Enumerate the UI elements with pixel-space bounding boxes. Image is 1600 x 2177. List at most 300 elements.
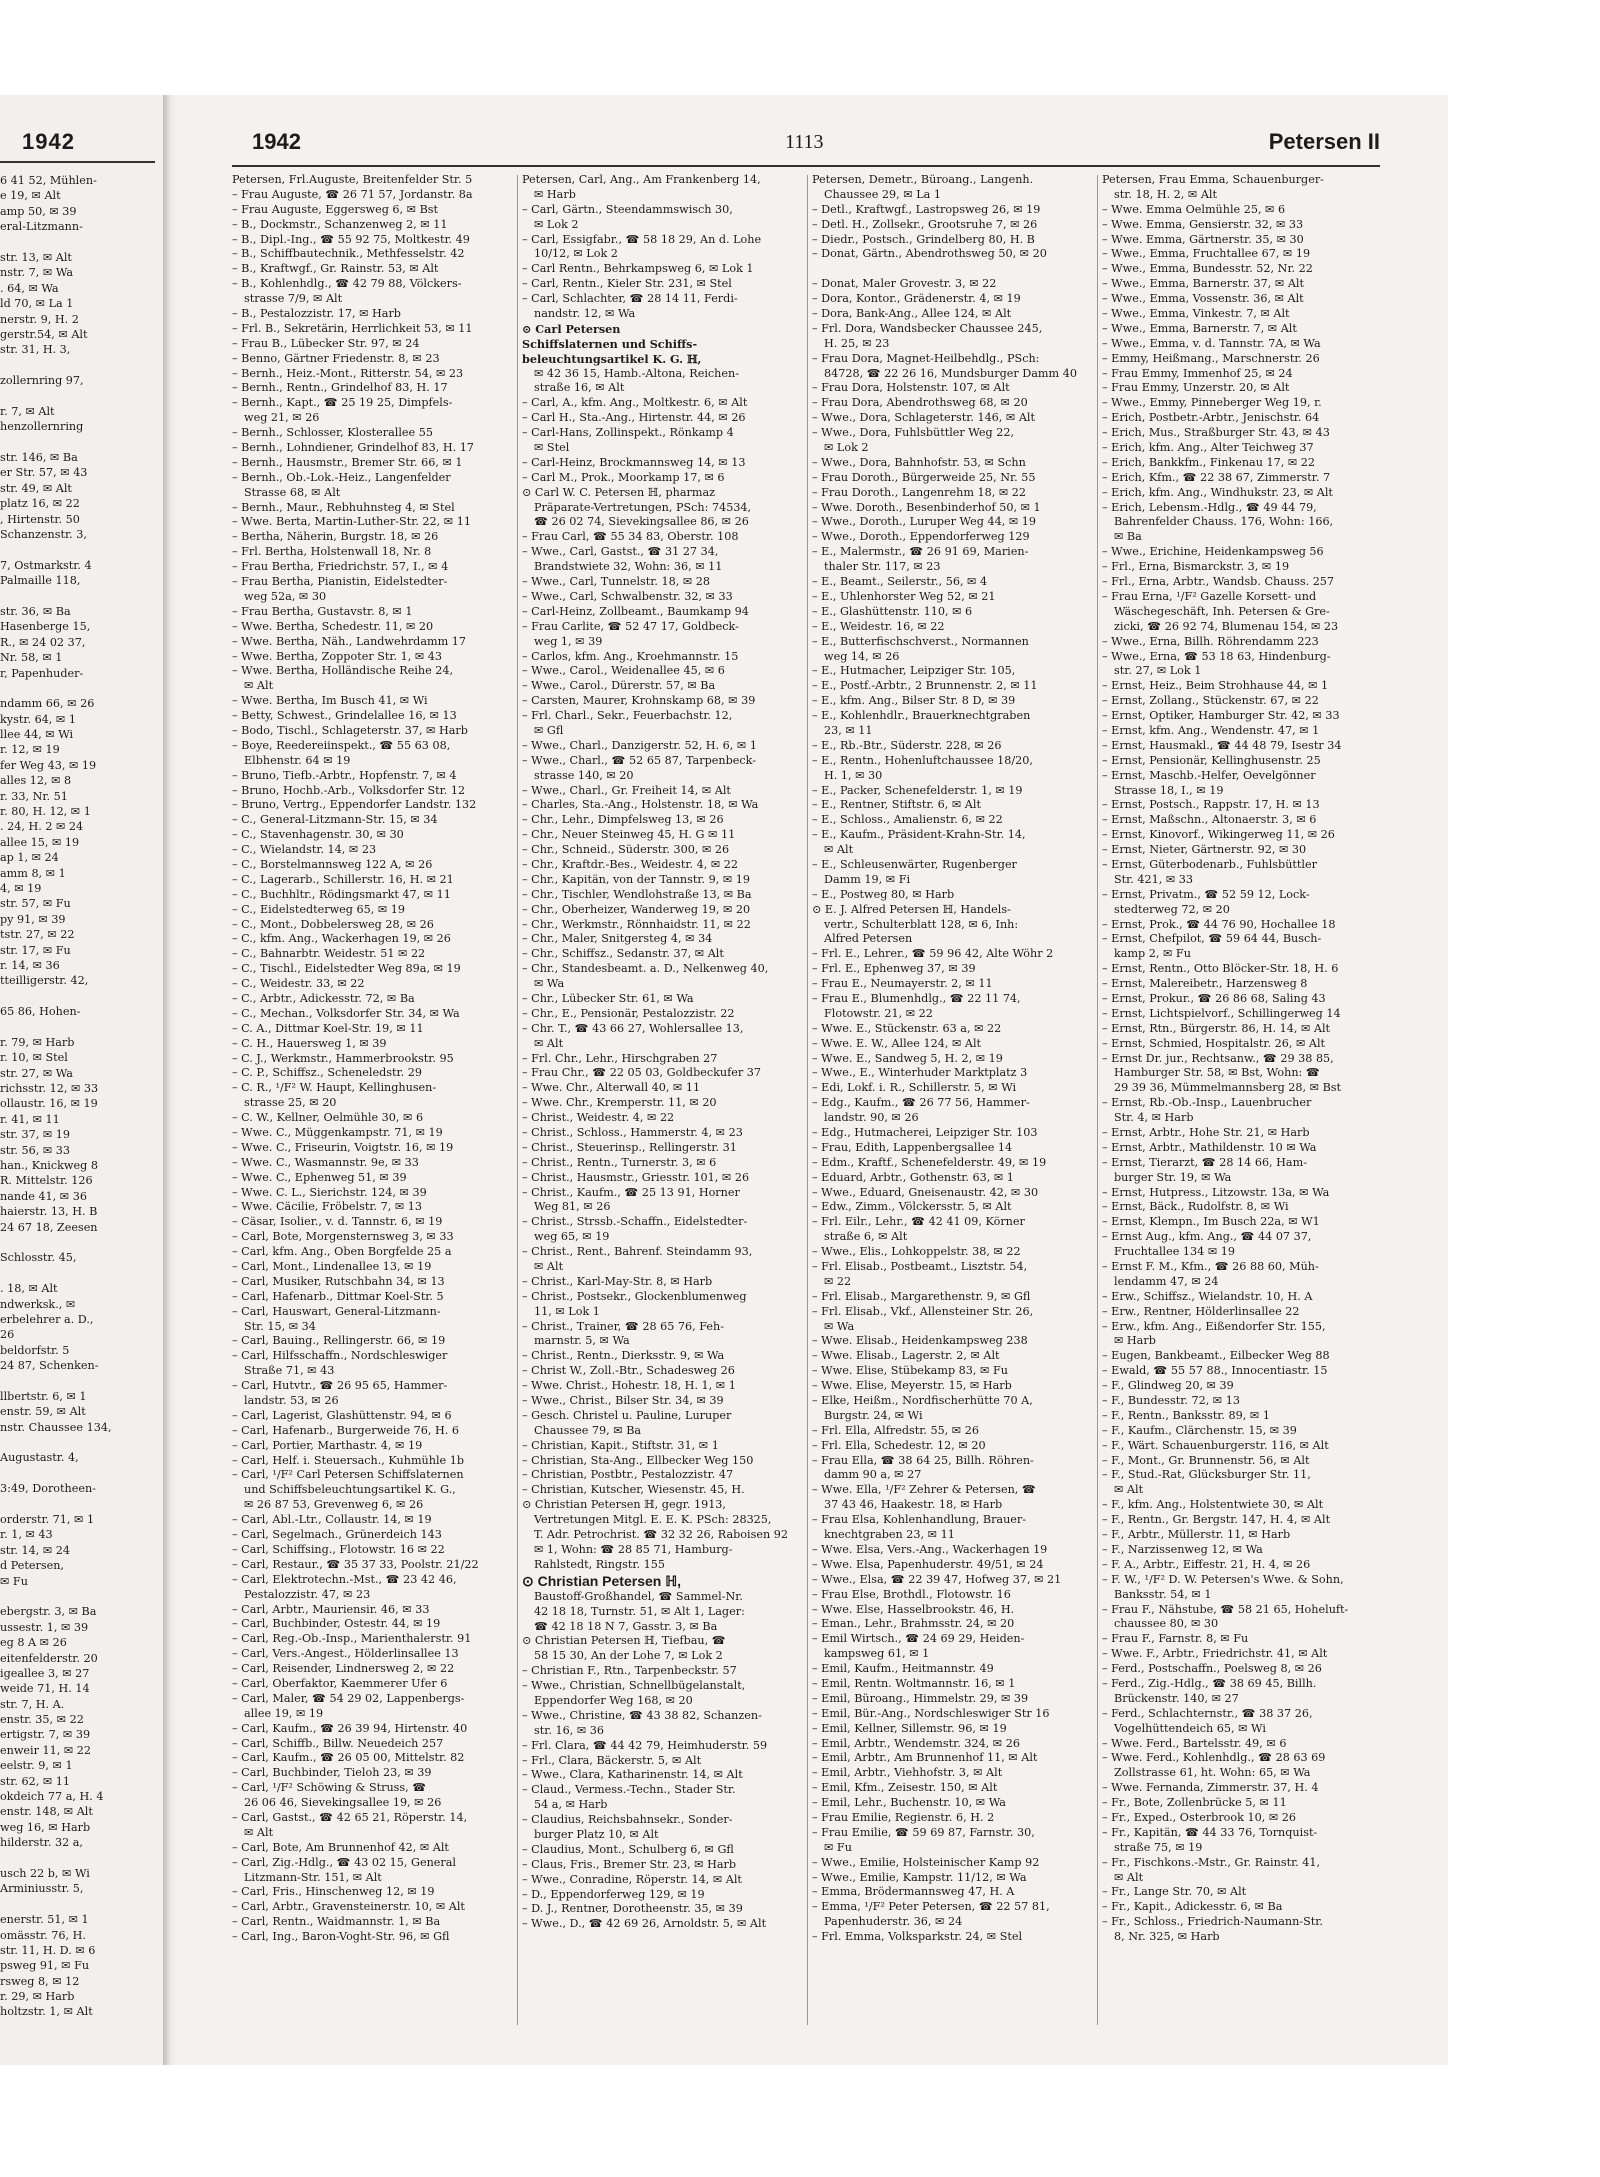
directory-entry-line: Weg 81, ✉ 26 [534,1200,611,1214]
directory-entry-line: – Wwe. Ella, ¹/F² Zehrer & Petersen, ☎ [812,1483,1036,1497]
directory-entry-line: – Wwe. Else, Hasselbrookstr. 46, H. [812,1602,1015,1616]
directory-entry-line: – Betty, Schwest., Grindelallee 16, ✉ 13 [232,709,457,723]
directory-entry-line: – Emil, Arbtr., Am Brunnenhof 11, ✉ Alt [812,1751,1038,1765]
directory-entry-line: – Erich, Bankkfm., Finkenau 17, ✉ 22 [1102,455,1315,469]
left-page-line: r. 33, Nr. 51 [0,789,68,803]
directory-entry-line: – F., Arbtr., Müllerstr. 11, ✉ Harb [1102,1528,1291,1542]
directory-entry-line: – E., Rentner, Stiftstr. 6, ✉ Alt [812,798,981,812]
directory-entry-line: ✉ Stel [534,441,570,455]
left-page-line: er Str. 57, ✉ 43 [0,466,88,480]
directory-entry-line: – Ernst, Kinovorf., Wikingerweg 11, ✉ 26 [1102,828,1335,842]
directory-entry-line: Chaussee 79, ✉ Ba [534,1423,642,1437]
directory-entry-line: ✉ Alt [1114,1483,1144,1497]
left-page-line: rsweg 8, ✉ 12 [0,1974,80,1988]
left-page-line: 7, Ostmarkstr. 4 [0,558,92,572]
directory-entry-line: – F. W., ¹/F² D. W. Petersen's Wwe. & Sohn, [1102,1572,1344,1586]
directory-entry-line: – Wwe. Bertha, Schedestr. 11, ✉ 20 [232,619,434,633]
directory-entry-line: – Frau Erna, ¹/F² Gazelle Korsett- und [1102,589,1317,603]
directory-entry-line: – Emil, Arbtr., Wendemstr. 324, ✉ 26 [812,1736,1020,1750]
left-page-line: eitenfelderstr. 20 [0,1651,98,1665]
directory-entry-line: – Ernst, Maschb.-Helfer, Oevelgönner [1102,768,1316,782]
directory-entry-line: – Bodo, Tischl., Schlageterstr. 37, ✉ Harb [232,723,468,737]
directory-entry-line: – Edi, Lokf. i. R., Schillerstr. 5, ✉ Wi [812,1081,1017,1095]
directory-entry-line: – Wwe., Christ., Bilser Str. 34, ✉ 39 [522,1394,724,1408]
directory-entry-line: – Carl-Hans, Zollinspekt., Rönkamp 4 [522,426,734,440]
directory-entry-line: ✉ Lok 2 [534,217,579,231]
left-page-line: str. 146, ✉ Ba [0,451,78,465]
directory-entry-line: – Edg., Hutmacherei, Leipziger Str. 103 [812,1126,1038,1139]
header-year: 1942 [252,129,301,154]
directory-entry-line: – Ferd., Postschaffn., Poelsweg 8, ✉ 26 [1102,1662,1322,1676]
directory-entry-line: – C., Lagerarb., Schillerstr. 16, H. ✉ 21 [232,872,454,886]
directory-entry-line: vertr., Schulterblatt 128, ✉ 6, Inh: [824,917,1019,931]
directory-entry-line: 37 43 46, Haakestr. 18, ✉ Harb [824,1498,1003,1512]
left-page-line: henzollernring [0,420,84,434]
directory-entry-line: – Carl, Schlachter, ☎ 28 14 11, Ferdi- [522,292,738,306]
directory-entry-line: strasse 140, ✉ 20 [534,768,634,782]
left-page-line: r. 79, ✉ Harb [0,1035,75,1049]
directory-entry-line: – Carl, Hafenarb., Burgerweide 76, H. 6 [232,1423,460,1437]
directory-entry-line: ✉ Alt [824,843,854,857]
directory-entry-line: – B., Kohlenhdlg., ☎ 42 79 88, Völckers- [232,277,462,291]
left-page-line: erbelehrer a. D., [0,1312,94,1326]
directory-entry-line: – Frau F., Nähstube, ☎ 58 21 65, Hoheluft- [1102,1602,1349,1616]
left-page-line [0,1235,160,1250]
directory-entry-line: – Erich, kfm. Ang., Alter Teichweg 37 [1102,441,1314,455]
directory-entry-line: – Frau Doroth., Langenrehm 18, ✉ 22 [812,485,1026,499]
directory-entry-line: ☎ 42 18 18 N 7, Gasstr. 3, ✉ Ba [534,1619,718,1633]
directory-entry-line: – Ernst, Zollang., Stückenstr. 67, ✉ 22 [1102,694,1319,708]
directory-entry-line: – C., General-Litzmann-Str. 15, ✉ 34 [232,813,438,827]
directory-entry-line: – Claudius, Reichsbahnsekr., Sonder- [522,1813,733,1827]
directory-entry-line: – Wwe., Charl., Danzigerstr. 52, H. 6, ✉ 1 [522,738,757,752]
directory-entry-line: – Christ., Trainer, ☎ 28 65 76, Feh- [522,1319,725,1333]
directory-entry-line: – Christ., Rent., Bahrenf. Steindamm 93, [522,1245,753,1259]
directory-entry-line: – Wwe. E., Stückenstr. 63 a, ✉ 22 [812,1021,1002,1035]
directory-entry-line: – E., Malermstr., ☎ 26 91 69, Marien- [812,545,1029,559]
directory-entry-line: – Bernh., Hausmstr., Bremer Str. 66, ✉ 1 [232,455,463,469]
directory-entry-line: – Frl. Clara, ☎ 44 42 79, Heimhuderstr. 59 [522,1738,768,1752]
left-page-line: eelstr. 9, ✉ 1 [0,1759,73,1773]
directory-entry-line: – Wwe., Emma, Barnerstr. 37, ✉ Alt [1102,277,1304,291]
directory-entry-line: – Wwe. Elise, Stübekamp 83, ✉ Fu [812,1364,1008,1378]
directory-entry-line: Petersen, Frau Emma, Schauenburger- [1102,173,1324,186]
directory-entry-line: – Wwe. Emma, Gärtnerstr. 35, ✉ 30 [1102,232,1304,246]
left-page-line: str. 27, ✉ Wa [0,1066,73,1080]
directory-entry-line: – Gesch. Christel u. Pauline, Luruper [522,1408,732,1422]
directory-entry-line: – Edw., Zimm., Völckersstr. 5, ✉ Alt [812,1200,1012,1214]
directory-entry-line: – Chr., Kapitän, von der Tannstr. 9, ✉ 19 [522,872,750,886]
directory-entry-line: Burgstr. 24, ✉ Wi [824,1408,923,1422]
directory-entry-line: – Frl. Ella, Alfredstr. 55, ✉ 26 [812,1423,979,1437]
directory-entry-line: – Frau Emmy, Unzerstr. 20, ✉ Alt [1102,381,1290,395]
directory-entry-line: – Chr., E., Pensionär, Pestalozzistr. 22 [522,1006,735,1020]
left-page-line: R. Mittelstr. 126 [0,1174,93,1188]
directory-entry-line: – Christian, Sta-Ang., Ellbecker Weg 150 [522,1453,754,1467]
directory-entry-line: – Ernst, Rb.-Ob.-Insp., Lauenbrucher [1102,1096,1312,1110]
directory-entry-line: – Donat, Maler Grovestr. 3, ✉ 22 [812,277,997,291]
directory-entry-line: 26 06 46, Sievekingsallee 19, ✉ 26 [244,1796,442,1810]
directory-entry-line: – Ernst, Prok., ☎ 44 76 90, Hochallee 18 [1102,917,1336,931]
directory-entry-line: – Christian F., Rtn., Tarpenbeckstr. 57 [522,1664,737,1678]
left-page-line: enstr. 148, ✉ Alt [0,1805,93,1819]
directory-entry-line: – Emil Wirtsch., ☎ 24 69 29, Heiden- [812,1632,1025,1646]
left-page-line: llee 44, ✉ Wi [0,728,74,742]
directory-entry-line: – C. A., Dittmar Koel-Str. 19, ✉ 11 [232,1021,424,1035]
directory-entry-line: – B., Pestalozzistr. 17, ✉ Harb [232,307,401,321]
directory-entry-line: Str. 15, ✉ 34 [244,1319,316,1333]
directory-entry-line: – Carsten, Maurer, Krohnskamp 68, ✉ 39 [522,694,756,708]
directory-entry-line: – Wwe. Fernanda, Zimmerstr. 37, H. 4 [1102,1781,1319,1795]
directory-entry-line: – Ernst, Rentn., Otto Blöcker-Str. 18, H. 6 [1102,962,1339,976]
directory-entry-line: – Chr., Lehr., Dimpfelsweg 13, ✉ 26 [522,813,724,827]
directory-entry-line: – Emil, Kfm., Zeisestr. 150, ✉ Alt [812,1781,998,1795]
directory-entry-line: – Wwe., Emma, Vinkestr. 7, ✉ Alt [1102,307,1290,321]
left-page-line: haierstr. 13, H. B [0,1205,98,1219]
scanned-directory-page [0,95,1448,2065]
directory-entry-line: – Wwe. Chr., Alterwall 40, ✉ 11 [522,1081,701,1095]
directory-entry-line: – Emil, Kaufm., Heitmannstr. 49 [812,1662,994,1676]
left-page-line: Hasenberge 15, [0,620,91,634]
directory-entry-line: – Carl H., Sta.-Ang., Hirtenstr. 44, ✉ 26 [522,411,746,425]
directory-entry-line: – Chr., Lübecker Str. 61, ✉ Wa [522,991,694,1005]
directory-entry-line: – Wwe., Christine, ☎ 43 38 82, Schanzen- [522,1708,762,1722]
directory-entry-line: – C., Arbtr., Adickesstr. 72, ✉ Ba [232,991,415,1005]
directory-entry-line: – Carl, Portier, Marthastr. 4, ✉ 19 [232,1438,423,1452]
directory-entry-line: – Frau E., Neumayerstr. 2, ✉ 11 [812,977,993,991]
directory-entry-line: – Frl. E., Lehrer., ☎ 59 96 42, Alte Wöhr 2 [812,947,1054,961]
directory-entry-line: ⊙ Christian Petersen ℍ, [522,1572,682,1589]
directory-entry-line: – Emil, Rentn. Woltmannstr. 16, ✉ 1 [812,1676,1016,1690]
directory-entry-line: Wäschegeschäft, Inh. Petersen & Gre- [1114,604,1330,618]
left-page-line: Augustastr. 4, [0,1451,79,1465]
directory-entry-line: 8, Nr. 325, ✉ Harb [1114,1930,1220,1944]
directory-entry-line: – Wwe., Clara, Katharinenstr. 14, ✉ Alt [522,1768,743,1782]
directory-entry-line: – Christ., Weidestr. 4, ✉ 22 [522,1111,675,1125]
directory-entry-line: – Chr., Schneid., Süderstr. 300, ✉ 26 [522,843,730,857]
directory-entry-line: – Christian, Kapit., Stiftstr. 31, ✉ 1 [522,1438,719,1452]
left-page-line: kystr. 64, ✉ 1 [0,712,76,726]
directory-entry-line: – Ernst, Heiz., Beim Strohhause 44, ✉ 1 [1102,679,1329,693]
directory-entry-line: – Ernst, Bäck., Rudolfstr. 8, ✉ Wi [1102,1200,1289,1214]
directory-entry-line: – Wwe. Emma, Gensierstr. 32, ✉ 33 [1102,217,1304,231]
directory-entry-line: – Christian, Postbtr., Pestalozzistr. 47 [522,1468,734,1482]
directory-entry-line: – Frau Chr., ☎ 22 05 03, Goldbeckufer 37 [522,1066,762,1080]
directory-entry-line: – Frl. B., Sekretärin, Herrlichkeit 53, ✉ 11 [232,321,473,335]
left-page-line: holtzstr. 1, ✉ Alt [0,2005,93,2019]
directory-entry-line: – Christ., Rentn., Dierksstr. 9, ✉ Wa [522,1349,725,1363]
directory-entry-line: – Ernst Aug., kfm. Ang., ☎ 44 07 37, [1102,1230,1312,1244]
directory-entry-line: Vogelhüttendeich 65, ✉ Wi [1114,1721,1266,1735]
directory-entry-line: – Wwe., Emma, Bundesstr. 52, Nr. 22 [1102,262,1313,276]
directory-entry-line: – F., Narzissenweg 12, ✉ Wa [1102,1542,1263,1556]
directory-entry-line: – Christ., Hausmstr., Griesstr. 101, ✉ 26 [522,1170,750,1184]
directory-entry-line: – Wwe., Doroth., Eppendorferweg 129 [812,530,1030,544]
left-page-year: 1942 [22,129,75,154]
left-page-line [0,1435,160,1450]
left-page-line: enerstr. 51, ✉ 1 [0,1913,89,1927]
directory-entry-line: – Frau Carl, ☎ 55 34 83, Oberstr. 108 [522,530,739,544]
directory-entry-line: – Christ., Strssb.-Schaffn., Eidelstedter- [522,1215,748,1229]
directory-entry-line: – Erich, Mus., Straßburger Str. 43, ✉ 43 [1102,426,1330,440]
left-page-line [0,388,160,403]
directory-entry-line: – Carl, Rentn., Kieler Str. 231, ✉ Stel [522,277,732,291]
directory-entry-line: – Christ., Steuerinsp., Rellingerstr. 31 [522,1140,737,1154]
directory-entry-line: – Wwe. F., Arbtr., Friedrichstr. 41, ✉ Alt [1102,1647,1328,1661]
directory-entry-line: – Frau Ella, ☎ 38 64 25, Billh. Röhren- [812,1453,1034,1467]
directory-entry-line: Hamburger Str. 58, ✉ Bst, Wohn: ☎ [1114,1066,1320,1080]
left-page-line: usch 22 b, ✉ Wi [0,1866,90,1880]
directory-entry-line: – C., kfm. Ang., Wackerhagen 19, ✉ 26 [232,932,451,946]
directory-entry-line: – Carl, ¹/F² Carl Petersen Schiffslaternen [232,1468,464,1482]
directory-entry-line: ✉ Alt [534,1036,564,1050]
directory-entry-line: – Wwe., Carol., Weidenallee 45, ✉ 6 [522,664,725,678]
left-page-line: weide 71, H. 14 [0,1682,90,1696]
directory-entry-line: – Wwe., Carl, Gastst., ☎ 31 27 34, [522,545,719,559]
directory-entry-line: – Carl, Hafenarb., Dittmar Koel-Str. 5 [232,1289,444,1303]
directory-entry-line: – C., Tischl., Eidelstedter Weg 89a, ✉ 19 [232,962,461,976]
left-page-line: ollaustr. 16, ✉ 19 [0,1097,98,1111]
left-page-line [0,589,160,604]
directory-entry-line: marnstr. 5, ✉ Wa [534,1334,630,1348]
directory-column-1 [232,173,510,2033]
directory-column-3 [812,173,1090,2033]
directory-entry-line: ✉ Alt [244,1825,274,1839]
left-page-line: r. 14, ✉ 36 [0,958,60,972]
directory-entry-line: – Carl, Oberfaktor, Kaemmerer Ufer 6 [232,1676,448,1690]
directory-entry-line: 58 15 30, An der Lohe 7, ✉ Lok 2 [534,1649,723,1663]
directory-entry-line: – F., Bundesstr. 72, ✉ 13 [1102,1394,1240,1408]
header-rule [232,165,1380,167]
directory-entry-line: str. 18, H. 2, ✉ Alt [1114,187,1217,201]
left-page-line: han., Knickweg 8 [0,1159,98,1172]
directory-entry-line: – Bernh., Heiz.-Mont., Ritterstr. 54, ✉ 23 [232,366,464,380]
directory-entry-line: – Wwe. C., Wasmannstr. 9e, ✉ 33 [232,1155,419,1169]
left-page-line [0,542,160,557]
directory-entry-line: – Ernst, Chefpilot, ☎ 59 64 44, Busch- [1102,932,1322,946]
directory-entry-line: ✉ 26 87 53, Grevenweg 6, ✉ 26 [244,1498,424,1512]
directory-entry-line: – Wwe., Elsa, ☎ 22 39 47, Hofweg 37, ✉ 21 [812,1572,1062,1586]
directory-entry-line: – Wwe. C., Ephenweg 51, ✉ 39 [232,1170,407,1184]
directory-entry-line: – Carl, Kaufm., ☎ 26 39 94, Hirtenstr. 40 [232,1721,468,1735]
directory-entry-line: – Fr., Schloss., Friedrich-Naumann-Str. [1102,1915,1323,1929]
directory-entry-line: – Chr. T., ☎ 43 66 27, Wohlersallee 13, [522,1021,744,1035]
left-page-line: r. 41, ✉ 11 [0,1112,60,1126]
directory-entry-line: – Bernh., Lohndiener, Grindelhof 83, H. 17 [232,441,474,455]
directory-entry-line: Str. 421, ✉ 33 [1114,872,1194,886]
directory-entry-line: Baustoff-Großhandel, ☎ Sammel-Nr. [534,1589,743,1603]
directory-entry-line: ✉ Wa [534,977,565,991]
directory-entry-line: – Cäsar, Isolier., v. d. Tannstr. 6, ✉ 19 [232,1215,443,1229]
directory-entry-line: – Carl, Bote, Am Brunnenhof 42, ✉ Alt [232,1840,449,1854]
directory-entry-line: – Wwe., Elis., Lohkoppelstr. 38, ✉ 22 [812,1245,1021,1259]
directory-entry-line: – D., Eppendorferweg 129, ✉ 19 [522,1887,705,1901]
directory-entry-line: – Frau Dora, Holstenstr. 107, ✉ Alt [812,381,1010,395]
directory-entry-line: – Wwe. Emma Oelmühle 25, ✉ 6 [1102,202,1286,216]
left-page-line: . 18, ✉ Alt [0,1282,58,1296]
left-page-line: 26 [0,1328,15,1342]
directory-entry-line: 10/12, ✉ Lok 2 [534,247,618,261]
directory-entry-line: – Wwe., Erna, ☎ 53 18 63, Hindenburg- [1102,649,1331,663]
directory-entry-line: – Wwe., Carl, Tunnelstr. 18, ✉ 28 [522,575,711,589]
left-page-line: e 19, ✉ Alt [0,189,61,203]
left-page-line: Nr. 58, ✉ 1 [0,651,63,665]
directory-entry-line: – Frl., Erna, Bismarckstr. 3, ✉ 19 [1102,560,1290,574]
directory-entry-line: ✉ 1, Wohn: ☎ 28 85 71, Hamburg- [534,1542,733,1556]
left-page-line: alles 12, ✉ 8 [0,774,72,788]
directory-entry-line: – E., Kohlenhdlr., Brauerknechtgraben [812,709,1031,723]
left-page-line [0,1851,160,1866]
directory-entry-line: – Frau Auguste, ☎ 26 71 57, Jordanstr. 8a [232,187,473,201]
left-page-line: llbertstr. 6, ✉ 1 [0,1389,87,1403]
directory-entry-line: – Carl, Kaufm., ☎ 26 05 00, Mittelstr. 82 [232,1751,465,1765]
left-page-line: , Hirtenstr. 50 [0,512,80,526]
directory-entry-line: – Wwe. Doroth., Besenbinderhof 50, ✉ 1 [812,500,1041,514]
directory-entry-line: Strasse 68, ✉ Alt [244,485,341,499]
directory-entry-line: weg 52a, ✉ 30 [244,589,327,603]
directory-entry-line: – Frl. Charl., Sekr., Feuerbachstr. 12, [522,709,733,723]
left-page-line: nstr. Chaussee 134, [0,1420,112,1434]
left-page-line: str. 49, ✉ Alt [0,481,72,495]
directory-entry-line: – Ferd., Zig.-Hdlg., ☎ 38 69 45, Billh. [1102,1676,1317,1690]
left-page-line: str. 7, H. A. [0,1697,65,1711]
left-page-line: amm 8, ✉ 1 [0,866,66,880]
left-page-line: . 24, H. 2 ✉ 24 [0,820,84,834]
directory-entry-line: – C. P., Schiffsz., Scheneledstr. 29 [232,1066,422,1080]
directory-entry-line: – Bruno, Hochb.-Arb., Volksdorfer Str. 12 [232,783,466,797]
directory-entry-line: nandstr. 12, ✉ Wa [534,307,636,321]
directory-entry-line: – Ernst, Güterbodenarb., Fuhlsbüttler [1102,857,1317,871]
directory-entry-line: – Carlos, kfm. Ang., Kroehmannstr. 15 [522,649,739,663]
left-page-line: str. 31, H. 3, [0,343,71,357]
directory-entry-line: – Ernst, Optiker, Hamburger Str. 42, ✉ 33 [1102,709,1340,723]
directory-entry-line: – F., Rentn., Banksstr. 89, ✉ 1 [1102,1408,1270,1422]
directory-entry-line: – Frl. Emma, Volksparkstr. 24, ✉ Stel [812,1930,1023,1944]
directory-entry-line: – C., Borstelmannsweg 122 A, ✉ 26 [232,857,433,871]
directory-entry-line: – Ernst F. M., Kfm., ☎ 26 88 60, Müh- [1102,1260,1319,1274]
directory-entry-line: – Wwe., Erichine, Heidenkampsweg 56 [1102,545,1324,559]
left-page-line: nande 41, ✉ 36 [0,1189,87,1203]
directory-columns [232,173,1380,2033]
running-head: Petersen II [1268,129,1380,154]
directory-entry-line: Petersen, Demetr., Büroang., Langenh. [812,173,1034,186]
directory-entry-line: Pestalozzistr. 47, ✉ 23 [244,1587,371,1601]
left-page-line [0,1897,160,1912]
directory-entry-line: – Carl, Hauswart, General-Litzmann- [232,1304,441,1318]
directory-entry-line: – Chr., Oberheizer, Wanderweg 19, ✉ 20 [522,902,751,916]
directory-entry-line: – Wwe. E., Sandweg 5, H. 2, ✉ 19 [812,1051,1003,1065]
directory-entry-line: weg 21, ✉ 26 [244,411,320,425]
directory-entry-line: – Wwe. Elisab., Heidenkampsweg 238 [812,1334,1028,1348]
directory-entry-line: – Carl, Rentn., Waidmannstr. 1, ✉ Ba [232,1915,441,1929]
directory-entry-line: – Wwe. Bertha, Näh., Landwehrdamm 17 [232,634,467,648]
directory-entry-line: 84728, ☎ 22 26 16, Mundsburger Damm 40 [824,366,1077,380]
left-page-line: 4, ✉ 19 [0,881,42,895]
left-page-line: allee 15, ✉ 19 [0,835,80,849]
directory-entry-line: – Carl, Helf. i. Steuersach., Kuhmühle 1b [232,1453,464,1467]
directory-entry-line: beleuchtungsartikel K. G. ℍ, [522,351,702,366]
directory-entry-line: chaussee 80, ✉ 30 [1114,1617,1219,1631]
directory-entry-line: – Ernst, Pensionär, Kellinghusenstr. 25 [1102,753,1321,767]
directory-entry-line: – F., Kaufm., Clärchenstr. 15, ✉ 39 [1102,1423,1297,1437]
directory-entry-line: – Claud., Vermess.-Techn., Stader Str. [522,1783,736,1797]
directory-entry-line: – Wwe., Dora, Fuhlsbüttler Weg 22, [812,426,1015,440]
directory-entry-line: – Erw., Schiffsz., Wielandstr. 10, H. A [1102,1289,1313,1303]
left-page-line [0,1266,160,1281]
left-facing-page [0,95,163,2065]
left-page-line: R., ✉ 24 02 37, [0,635,86,649]
directory-entry-line: Vertretungen Mitgl. E. E. K. PSch: 28325, [534,1513,772,1527]
directory-entry-line: – Carl, Restaur., ☎ 35 37 33, Poolstr. 21/22 [232,1557,479,1571]
left-page-line: enstr. 59, ✉ Alt [0,1405,86,1419]
left-page-line: ndamm 66, ✉ 26 [0,697,95,711]
directory-entry-line: – E., Postf.-Arbtr., 2 Brunnenstr. 2, ✉ 11 [812,679,1038,693]
directory-entry-line: ⊙ E. J. Alfred Petersen ℍ, Handels- [812,902,1011,916]
directory-entry-line: H. 1, ✉ 30 [824,768,883,782]
directory-entry-line: – Emil, Arbtr., Viehhofstr. 3, ✉ Alt [812,1766,1003,1780]
directory-entry-line [812,262,1090,277]
directory-entry-line: lendamm 47, ✉ 24 [1114,1274,1219,1288]
page-header [230,125,1380,161]
directory-entry-line: – Carl, Lagerist, Glashüttenstr. 94, ✉ 6 [232,1408,452,1422]
directory-entry-line: – C., Buchhltr., Rödingsmarkt 47, ✉ 11 [232,887,451,901]
directory-entry-line: – Carl Rentn., Behrkampsweg 6, ✉ Lok 1 [522,262,754,276]
left-page-line [0,1466,160,1481]
directory-entry-line: – Frau, Edith, Lappenbergsallee 14 [812,1140,1013,1154]
directory-entry-line: – Fr., Exped., Osterbrook 10, ✉ 26 [1102,1810,1296,1824]
directory-entry-line: – Wwe. Bertha, Zoppoter Str. 1, ✉ 43 [232,649,443,663]
directory-entry-line: – Emil, Büroang., Himmelstr. 29, ✉ 39 [812,1691,1029,1705]
directory-entry-line: – Carl, Arbtr., Mauriensir. 46, ✉ 33 [232,1602,430,1616]
directory-entry-line: Straße 71, ✉ 43 [244,1364,335,1378]
left-page-line: psweg 91, ✉ Fu [0,1959,90,1973]
directory-entry-line: – Carl, Essigfabr., ☎ 58 18 29, An d. Lohe [522,232,762,246]
directory-entry-line: – Carl, Maler, ☎ 54 29 02, Lappenbergs- [232,1691,465,1705]
directory-entry-line: allee 19, ✉ 19 [244,1706,324,1720]
directory-entry-line: – E., Beamt., Seilerstr., 56, ✉ 4 [812,575,988,589]
directory-entry-line: 11, ✉ Lok 1 [534,1304,600,1318]
directory-entry-line: – Carl, Vers.-Angest., Hölderlinsallee 13 [232,1647,459,1661]
directory-entry-line: – Dora, Bank-Ang., Allee 124, ✉ Alt [812,307,1012,321]
directory-entry-line: – Wwe., Emilie, Holsteinischer Kamp 92 [812,1855,1040,1869]
left-page-line: str. 11, H. D. ✉ 6 [0,1943,96,1957]
directory-entry-line: – Frl. Bertha, Holstenwall 18, Nr. 8 [232,545,432,559]
directory-entry-line: – Wwe., Conradine, Röperstr. 14, ✉ Alt [522,1872,742,1886]
directory-entry-line: T. Adr. Petrochrist. ☎ 32 32 26, Raboisen 92 [534,1528,788,1542]
left-page-line: 24 67 18, Zeesen [0,1220,98,1234]
directory-entry-line: Präparate-Vertretungen, PSch: 74534, [534,500,752,514]
directory-entry-line: – Wwe., Emma, v. d. Tannstr. 7A, ✉ Wa [1102,336,1321,350]
directory-entry-line: Bahrenfelder Chauss. 176, Wohn: 166, [1114,515,1334,529]
left-page-line: r, Papenhuder- [0,666,84,680]
directory-entry-line: – Chr., Tischler, Wendlohstraße 13, ✉ Ba [522,887,752,901]
left-page-line [0,681,160,696]
directory-entry-line: – Wwe. C., Friseurin, Voigtstr. 16, ✉ 19 [232,1140,454,1154]
left-page-line [0,1497,160,1512]
directory-entry-line: – Carl, Schiffb., Billw. Neuedeich 257 [232,1736,444,1750]
directory-entry-line: Brandstwiete 32, Wohn: 36, ✉ 11 [534,560,723,574]
left-page-line: r. 10, ✉ Stel [0,1051,68,1065]
directory-entry-line: – C., Wielandstr. 14, ✉ 23 [232,843,377,857]
directory-entry-line: – E., Rentn., Hohenluftchaussee 18/20, [812,753,1033,767]
left-page-line: r. 29, ✉ Harb [0,1990,75,2004]
directory-entry-line: – B., Dipl.-Ing., ☎ 55 92 75, Moltkestr. 49 [232,232,470,246]
directory-entry-line: – Frau Emilie, Regienstr. 6, H. 2 [812,1810,995,1824]
left-page-line: r. 7, ✉ Alt [0,404,55,418]
left-page-line: str. 62, ✉ 11 [0,1774,70,1788]
directory-entry-line: – Erich, kfm. Ang., Windhukstr. 23, ✉ Alt [1102,485,1333,499]
directory-entry-line: – E., Postweg 80, ✉ Harb [812,887,955,901]
